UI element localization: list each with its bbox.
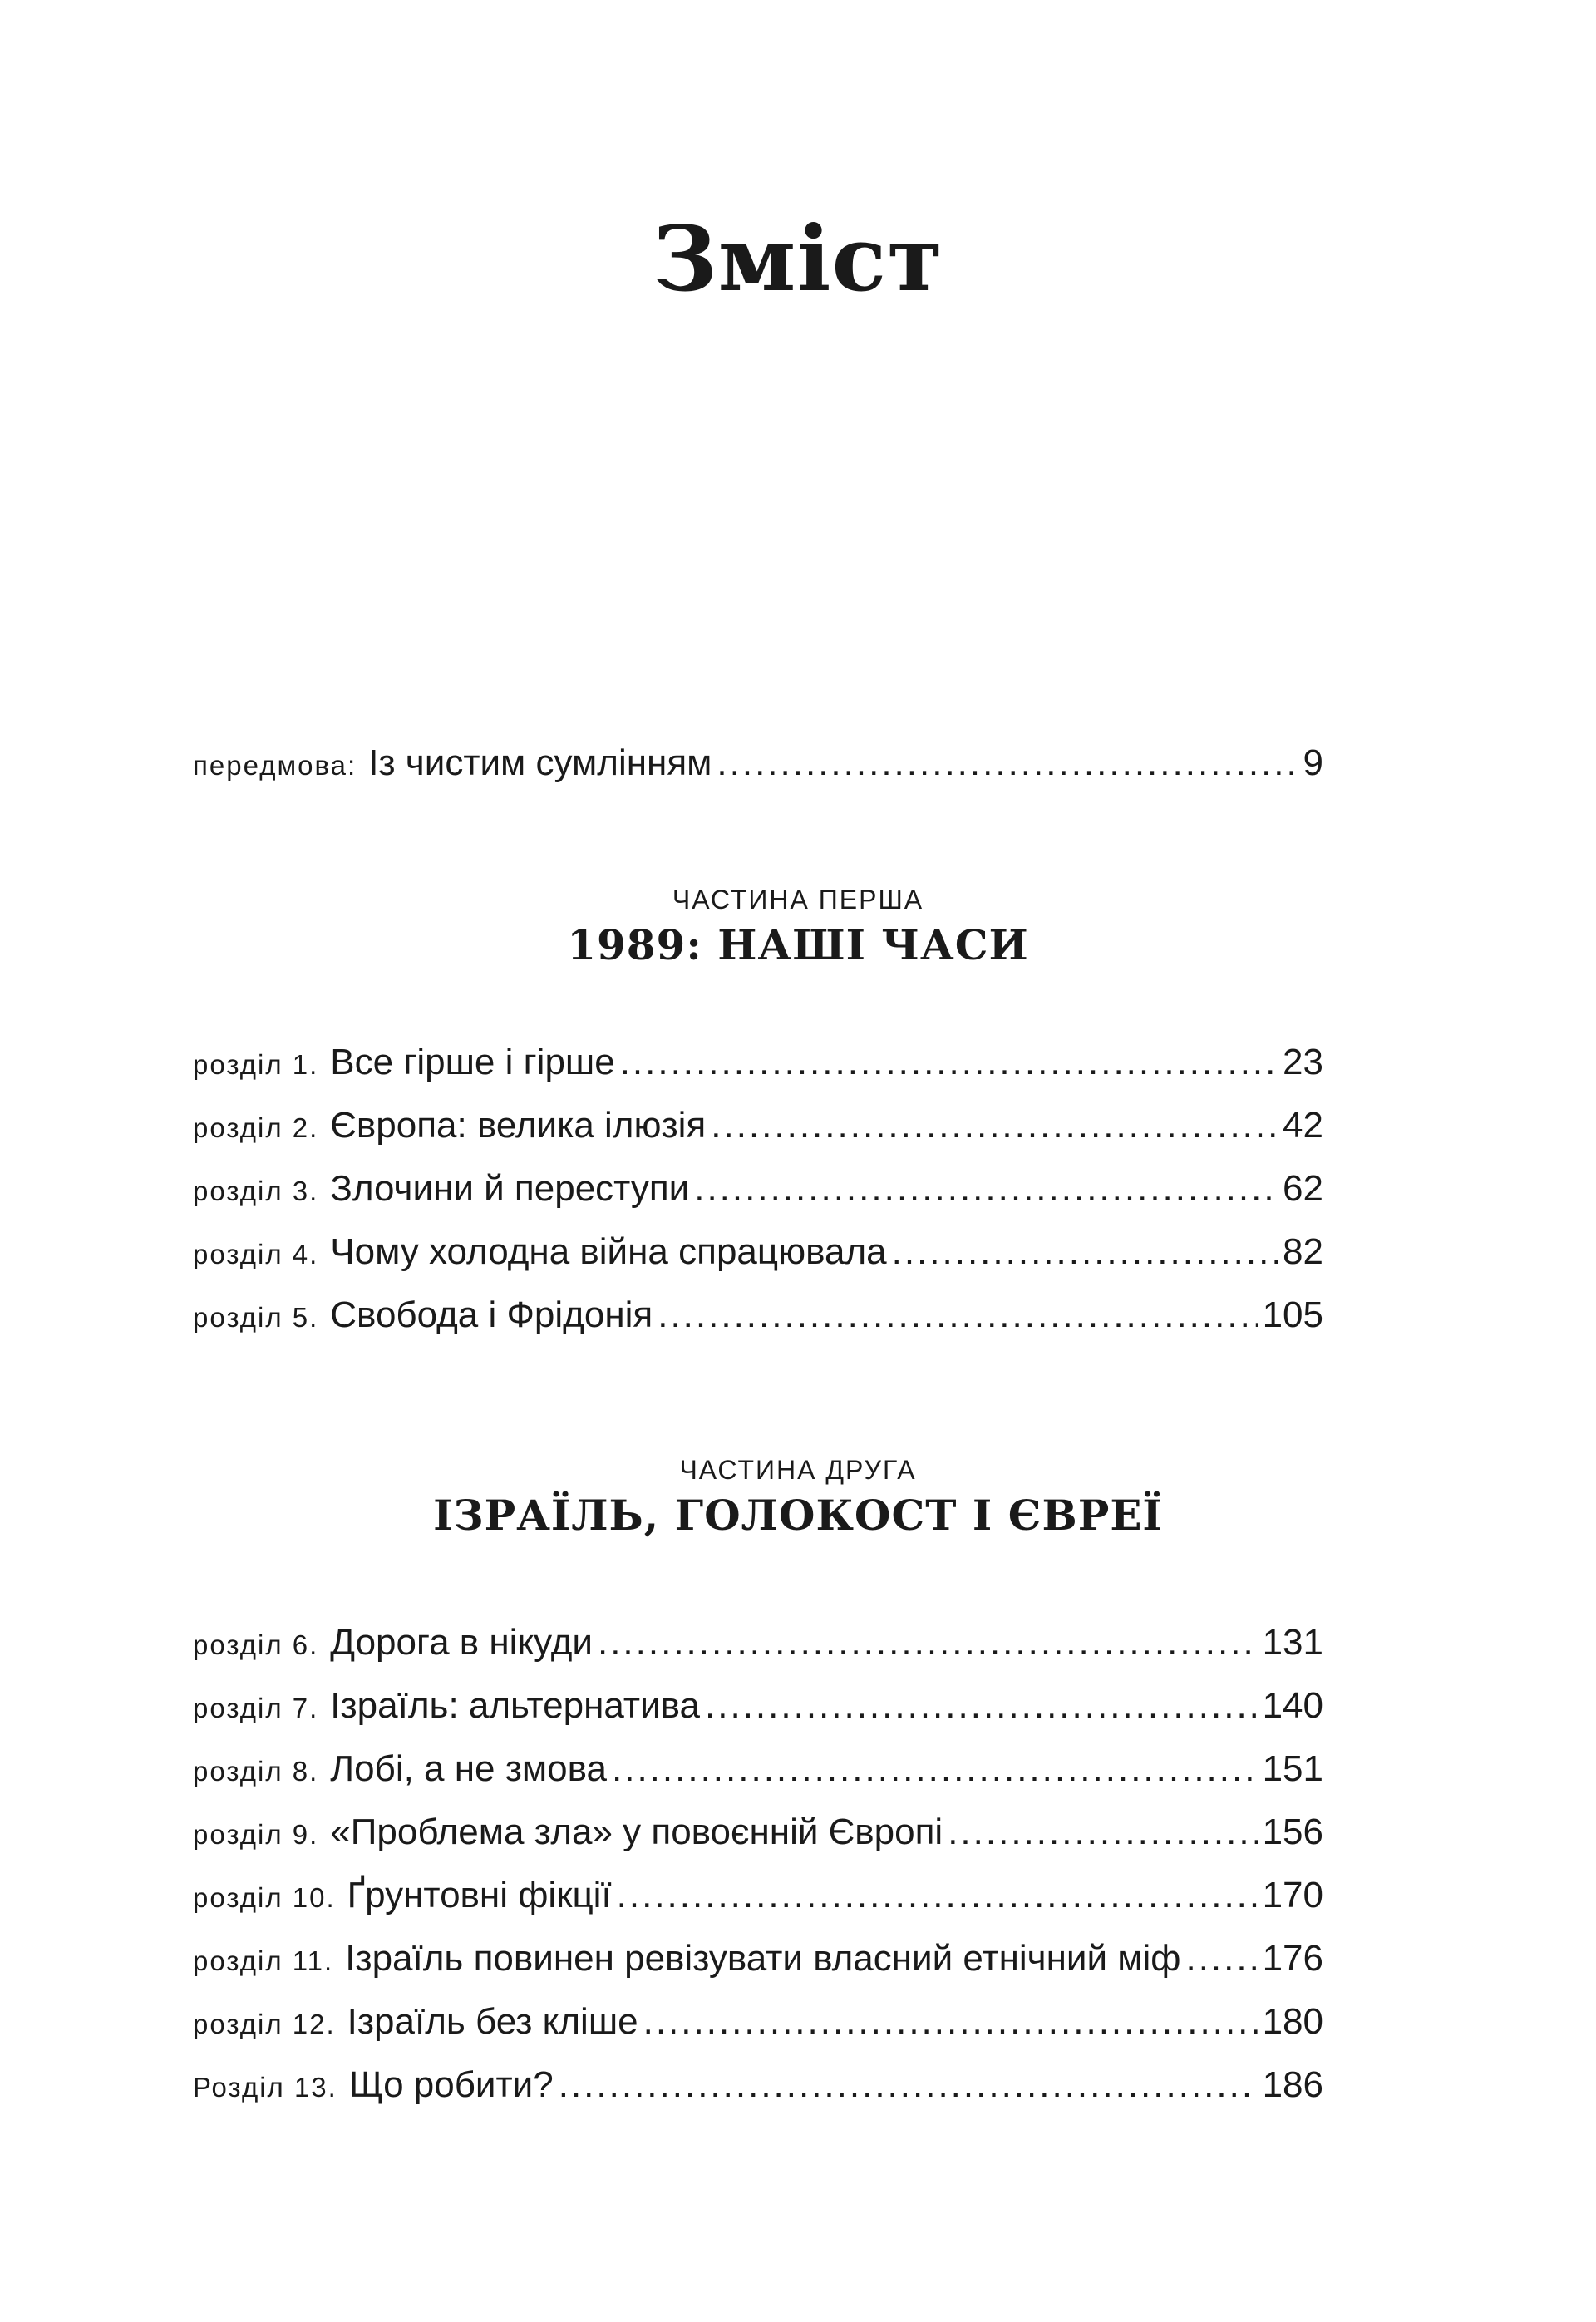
toc-entry[interactable] — [193, 1284, 1323, 1347]
dot-leader — [658, 1284, 1257, 1347]
dot-leader — [598, 1611, 1258, 1674]
toc-entry[interactable] — [193, 1094, 1323, 1157]
entry-prefix: передмова: — [193, 750, 357, 781]
entry-prefix: розділ 7. — [193, 1693, 319, 1723]
dot-leader — [711, 1094, 1278, 1157]
dot-leader — [892, 1220, 1278, 1284]
entry-title: Європа: велика ілюзія — [330, 1105, 707, 1146]
entry-page-number: 9 — [1303, 742, 1323, 783]
part-2-heading — [0, 1453, 1596, 1545]
entry-page-number: 105 — [1262, 1294, 1323, 1335]
entry-page-number: 186 — [1262, 2064, 1323, 2105]
entry-title: Ізраїль: альтернатива — [330, 1685, 701, 1726]
entry-prefix: розділ 12. — [193, 2009, 336, 2039]
toc-entry[interactable] — [193, 1738, 1323, 1801]
entry-page-number: 42 — [1283, 1105, 1323, 1146]
entry-page-number: 180 — [1262, 2001, 1323, 2042]
dot-leader — [694, 1157, 1278, 1220]
entry-title: Ґрунтовні фікції — [347, 1875, 612, 1915]
entry-title: Що робити? — [348, 2064, 554, 2105]
entry-title: Чому холодна війна спрацювала — [330, 1231, 887, 1272]
dot-leader — [1185, 1927, 1257, 1990]
entry-page-number: 131 — [1262, 1622, 1323, 1663]
entry-prefix: розділ 1. — [193, 1049, 319, 1080]
entry-page-number: 151 — [1262, 1748, 1323, 1789]
toc-entry[interactable] — [193, 1864, 1323, 1927]
toc-entry[interactable] — [193, 1220, 1323, 1284]
entry-title: Злочини й переступи — [330, 1168, 690, 1209]
entry-page-number: 23 — [1283, 1042, 1323, 1082]
toc-entry[interactable] — [193, 1674, 1323, 1738]
entry-title: Дорога в нікуди — [330, 1622, 593, 1663]
entry-prefix: розділ 3. — [193, 1176, 319, 1206]
part-title: ІЗРАЇЛЬ, ГОЛОКОСТ І ЄВРЕЇ — [433, 1491, 1163, 1540]
toc-part-1 — [193, 1031, 1323, 1347]
toc-preface — [193, 732, 1323, 795]
toc-part-2 — [193, 1611, 1323, 2117]
entry-prefix: розділ 5. — [193, 1302, 319, 1333]
toc-entry[interactable] — [193, 1157, 1323, 1220]
entry-page-number: 82 — [1283, 1231, 1323, 1272]
entry-page-number: 140 — [1262, 1685, 1323, 1726]
entry-prefix: Розділ 13. — [193, 2072, 337, 2103]
dot-leader — [617, 1864, 1258, 1927]
page-title: Зміст — [652, 207, 944, 312]
entry-page-number: 176 — [1262, 1938, 1323, 1979]
toc-entry[interactable] — [193, 1990, 1323, 2053]
entry-title: Ізраїль повинен ревізувати власний етнічний міф — [345, 1938, 1181, 1979]
toc-entry[interactable] — [193, 2053, 1323, 2117]
entry-title: «Проблема зла» у повоєнній Європі — [330, 1812, 943, 1852]
part-title: 1989: НАШІ ЧАСИ — [567, 920, 1029, 969]
entry-title: Все гірше і гірше — [330, 1042, 615, 1082]
entry-page-number: 62 — [1283, 1168, 1323, 1209]
dot-leader — [717, 732, 1298, 795]
toc-entry[interactable] — [193, 1031, 1323, 1094]
toc-entry[interactable] — [193, 1801, 1323, 1864]
toc-entry[interactable] — [193, 1927, 1323, 1990]
dot-leader — [559, 2053, 1258, 2117]
entry-title: Свобода і Фрідонія — [330, 1294, 653, 1335]
entry-page-number: 170 — [1262, 1875, 1323, 1915]
part-label: ЧАСТИНА ПЕРША — [672, 885, 924, 915]
entry-prefix: розділ 4. — [193, 1239, 319, 1269]
entry-prefix: розділ 10. — [193, 1882, 336, 1913]
part-label: ЧАСТИНА ДРУГА — [679, 1455, 917, 1485]
dot-leader — [620, 1031, 1278, 1094]
entry-prefix: розділ 6. — [193, 1629, 319, 1660]
entry-prefix: розділ 2. — [193, 1112, 319, 1143]
entry-page-number: 156 — [1262, 1812, 1323, 1852]
entry-prefix: розділ 9. — [193, 1819, 319, 1850]
entry-title: Із чистим сумлінням — [368, 742, 712, 783]
entry-title: Лобі, а не змова — [330, 1748, 607, 1789]
dot-leader — [643, 1990, 1258, 2053]
dot-leader — [612, 1738, 1258, 1801]
entry-prefix: розділ 11. — [193, 1945, 334, 1976]
toc-entry-preface[interactable] — [193, 732, 1323, 795]
entry-title: Ізраїль без кліше — [347, 2001, 638, 2042]
dot-leader — [705, 1674, 1258, 1738]
entry-prefix: розділ 8. — [193, 1756, 319, 1787]
part-1-heading — [0, 883, 1596, 974]
dot-leader — [948, 1801, 1257, 1864]
toc-entry[interactable] — [193, 1611, 1323, 1674]
